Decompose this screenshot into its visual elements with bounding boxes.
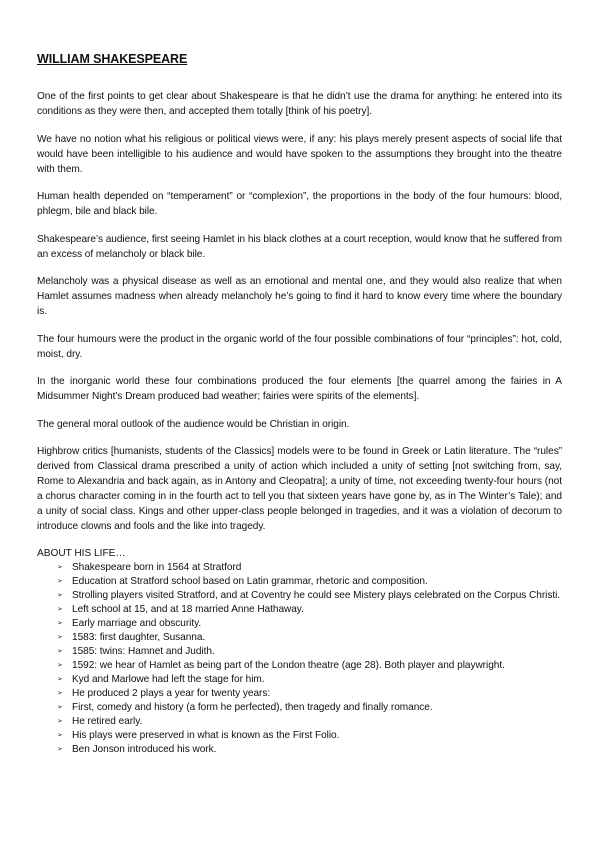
paragraph: The four humours were the product in the organic world of the four possible combinations of four “principles”: hot, cold, moist, dry. xyxy=(37,333,562,360)
arrow-bullet-icon: ➢ xyxy=(57,745,63,753)
arrow-bullet-icon: ➢ xyxy=(57,591,63,599)
list-item: ➢ Ben Jonson introduced his work. xyxy=(57,743,217,755)
paragraph: Melancholy was a physical disease as well as an emotional and mental one, and they would also realize that when Hamlet assumes madness when already melancholy he’s going to find it hard to know every time where the boundary is. xyxy=(37,276,562,317)
arrow-bullet-icon: ➢ xyxy=(57,563,63,571)
paragraph: In the inorganic world these four combinations produced the four elements [the quarrel among the fairies in A Midsummer Night’s Dream produced bad weather; fairies were spirits of the elements]. xyxy=(37,376,562,402)
arrow-bullet-icon: ➢ xyxy=(57,647,63,655)
paragraph: Human health depended on “temperament” or “complexion”, the proportions in the body of the four humours: blood, phlegm, bile and black bile. xyxy=(37,191,562,217)
list-item: ➢ 1592: we hear of Hamlet as being part of the London theatre (age 28). Both player and playwright. xyxy=(57,659,505,671)
arrow-bullet-icon: ➢ xyxy=(57,675,63,683)
list-item: ➢ Shakespeare born in 1564 at Stratford xyxy=(57,561,242,573)
list-item: ➢ First, comedy and history (a form he perfected), then tragedy and finally romance. xyxy=(57,701,433,713)
list-item: ➢ Left school at 15, and at 18 married Anne Hathaway. xyxy=(57,603,304,615)
life-list xyxy=(37,561,562,757)
arrow-bullet-icon: ➢ xyxy=(57,633,63,641)
arrow-bullet-icon: ➢ xyxy=(57,577,63,585)
arrow-bullet-icon: ➢ xyxy=(57,717,63,725)
arrow-bullet-icon: ➢ xyxy=(57,619,63,627)
list-item: ➢ He produced 2 plays a year for twenty years: xyxy=(57,687,271,699)
paragraph: Shakespeare’s audience, first seeing Hamlet in his black clothes at a court reception, would know that he suffered from an excess of melancholy or black bile. xyxy=(37,233,562,260)
document-title: WILLIAM SHAKESPEARE xyxy=(37,52,188,66)
paragraph: The general moral outlook of the audience would be Christian in origin. xyxy=(37,418,350,430)
list-item: ➢ He retired early. xyxy=(57,715,143,727)
list-item: ➢ Strolling players visited Stratford, and at Coventry he could see Mistery plays celebrated on the Corpus Christi. xyxy=(57,589,561,601)
paragraph: We have no notion what his religious or political views were, if any: his plays merely present aspects of social life that would have been intelligible to his audience and would have spoken to the assumptions they brought into the theatre with them. xyxy=(37,133,562,175)
arrow-bullet-icon: ➢ xyxy=(57,689,63,697)
life-section-heading: ABOUT HIS LIFE… xyxy=(37,547,126,559)
list-item: ➢ 1585: twins: Hamnet and Judith. xyxy=(57,645,215,657)
list-item: ➢ Education at Stratford school based on Latin grammar, rhetoric and composition. xyxy=(57,575,428,587)
list-item: ➢ 1583: first daughter, Susanna. xyxy=(57,631,206,643)
body-paragraphs xyxy=(37,89,562,534)
arrow-bullet-icon: ➢ xyxy=(57,703,63,711)
paragraph: One of the first points to get clear about Shakespeare is that he didn’t use the drama for anything: he entered into its conditions as they were then, and accepted them totally [think of his poetry]. xyxy=(37,91,562,117)
list-item: ➢ Early marriage and obscurity. xyxy=(57,617,202,629)
arrow-bullet-icon: ➢ xyxy=(57,605,63,613)
paragraph: Highbrow critics [humanists, students of the Classics] models were to be found in Greek or Latin literature. The “rules” derived from Classical drama prescribed a unity of action which included a unity of setting [not switching from, say, Rome to Alexandria and back again, as in Antony and Cleopatra]; a unity of time, not exceeding twenty-four hours (not a chorus character coming in in the fourth act to tell you that sixteen years have gone by, as in The Winter’s Tale); and a unity of social class. Kings and other upper-class people belonged in tragedies, and it was a violation of decorum to introduce clowns and fools and the like into tragedy. xyxy=(37,446,562,532)
list-item: ➢ Kyd and Marlowe had left the stage for him. xyxy=(57,673,265,685)
arrow-bullet-icon: ➢ xyxy=(57,731,63,739)
list-item: ➢ His plays were preserved in what is known as the First Folio. xyxy=(57,729,340,741)
arrow-bullet-icon: ➢ xyxy=(57,661,63,669)
